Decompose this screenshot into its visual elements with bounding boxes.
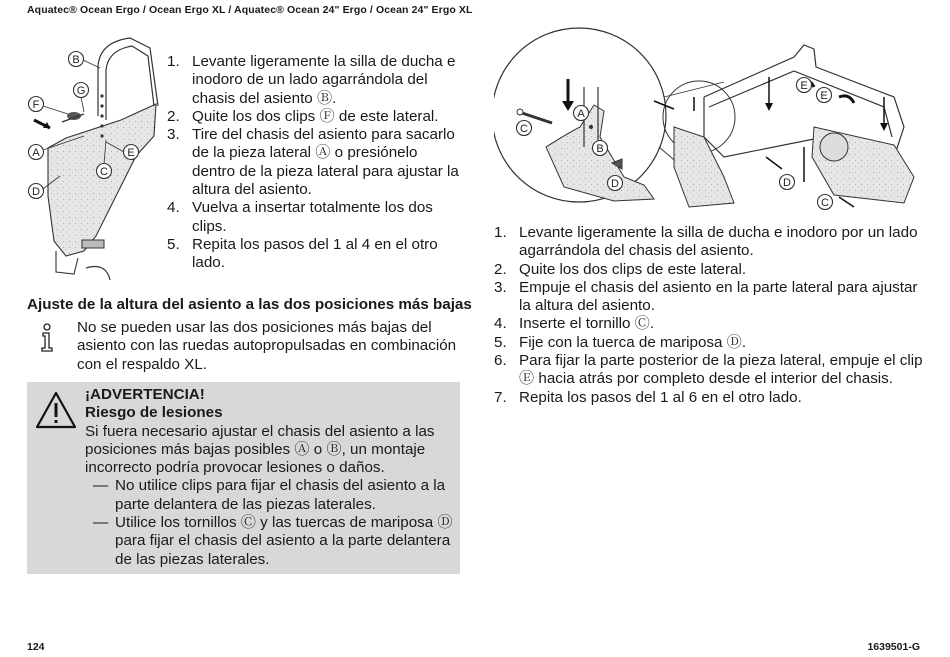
fig-label-c: C	[100, 166, 108, 178]
note-text: No se pueden usar las dos posiciones más bajas del asiento con las ruedas autopropulsadas en combinación con el respaldo XL.	[77, 319, 457, 373]
fig-label-d-2: D	[783, 177, 791, 189]
fig-label-f: F	[32, 99, 40, 111]
fig-label-d: D	[32, 186, 40, 198]
list-item: — Utilice los tornillos Ⓒ y las tuercas de mariposa Ⓓ para fijar el chasis del asiento a la parte delantera de las piezas laterales.	[93, 514, 453, 568]
fig-label-d: D	[611, 178, 619, 190]
fig-label-c-2: C	[821, 197, 829, 209]
list-item: — No utilice clips para fijar el chasis del asiento a la parte delantera de las piezas laterales.	[93, 477, 446, 513]
list-item: 7. Repita los pasos del 1 al 6 en el otro lado.	[494, 388, 802, 406]
list-item: 4. Vuelva a insertar totalmente los dos clips.	[167, 199, 433, 235]
fig-label-e-2: E	[820, 90, 828, 102]
list-item: 4. Inserte el tornillo Ⓒ.	[494, 315, 655, 333]
seat-frame-illustration	[26, 36, 160, 289]
fig-label-a: A	[32, 147, 40, 159]
list-item: 5. Fije con la tuerca de mariposa Ⓓ.	[494, 333, 747, 351]
list-item: 1. Levante ligeramente la silla de ducha e inodoro de un lado agarrándola del chasis del asiento Ⓑ.	[167, 53, 456, 107]
warning-box	[27, 382, 460, 574]
section-heading: Ajuste de la altura del asiento a las dos posiciones más bajas	[27, 296, 472, 313]
list-item: 2. Quite los dos clips de este lateral.	[494, 260, 747, 278]
seat-height-illustration	[494, 27, 924, 222]
fig-label-g: G	[76, 85, 86, 97]
warning-subtitle: Riesgo de lesiones	[85, 404, 223, 422]
list-item: 1. Levante ligeramente la silla de ducha e inodoro por un lado agarrándola del chasis del asiento.	[494, 224, 918, 260]
fig-label-b: B	[596, 143, 604, 155]
list-item: 3. Tire del chasis del asiento para sacarlo de la pieza lateral Ⓐ o presiónelo dentro de la pieza lateral para ajustar la altura del asiento.	[167, 126, 459, 199]
left-steps-list	[167, 53, 462, 273]
list-item: 6. Para fijar la parte posterior de la pieza lateral, empuje el clip Ⓔ hacia atrás por completo desde el interior del chasis.	[494, 352, 923, 388]
warning-list	[85, 477, 455, 568]
list-item: 2. Quite los dos clips Ⓕ de este lateral.	[167, 107, 439, 125]
document-code: 1639501-G	[867, 641, 920, 653]
list-item: 3. Empuje el chasis del asiento en la parte lateral para ajustar la altura del asiento.	[494, 278, 918, 315]
running-header: Aquatec® Ocean Ergo / Ocean Ergo XL / Aquatec® Ocean 24" Ergo / Ocean 24" Ergo XL	[27, 4, 473, 16]
info-icon	[38, 323, 56, 358]
fig-label-e: E	[800, 80, 808, 92]
fig-label-b: B	[72, 54, 80, 66]
page-number: 124	[27, 641, 45, 653]
fig-label-c: C	[520, 123, 528, 135]
list-item: 5. Repita los pasos del 1 al 4 en el otro lado.	[167, 235, 438, 272]
warning-text: Si fuera necesario ajustar el chasis del asiento a las posiciones más bajas posibles Ⓐ o Ⓑ, un montaje incorrecto podría provocar lesiones o daños.	[85, 422, 435, 477]
warning-icon	[34, 390, 78, 435]
right-steps-list	[494, 224, 924, 407]
warning-title: ¡ADVERTENCIA!	[85, 386, 205, 403]
fig-label-e: E	[127, 147, 135, 159]
fig-label-a: A	[577, 108, 585, 120]
